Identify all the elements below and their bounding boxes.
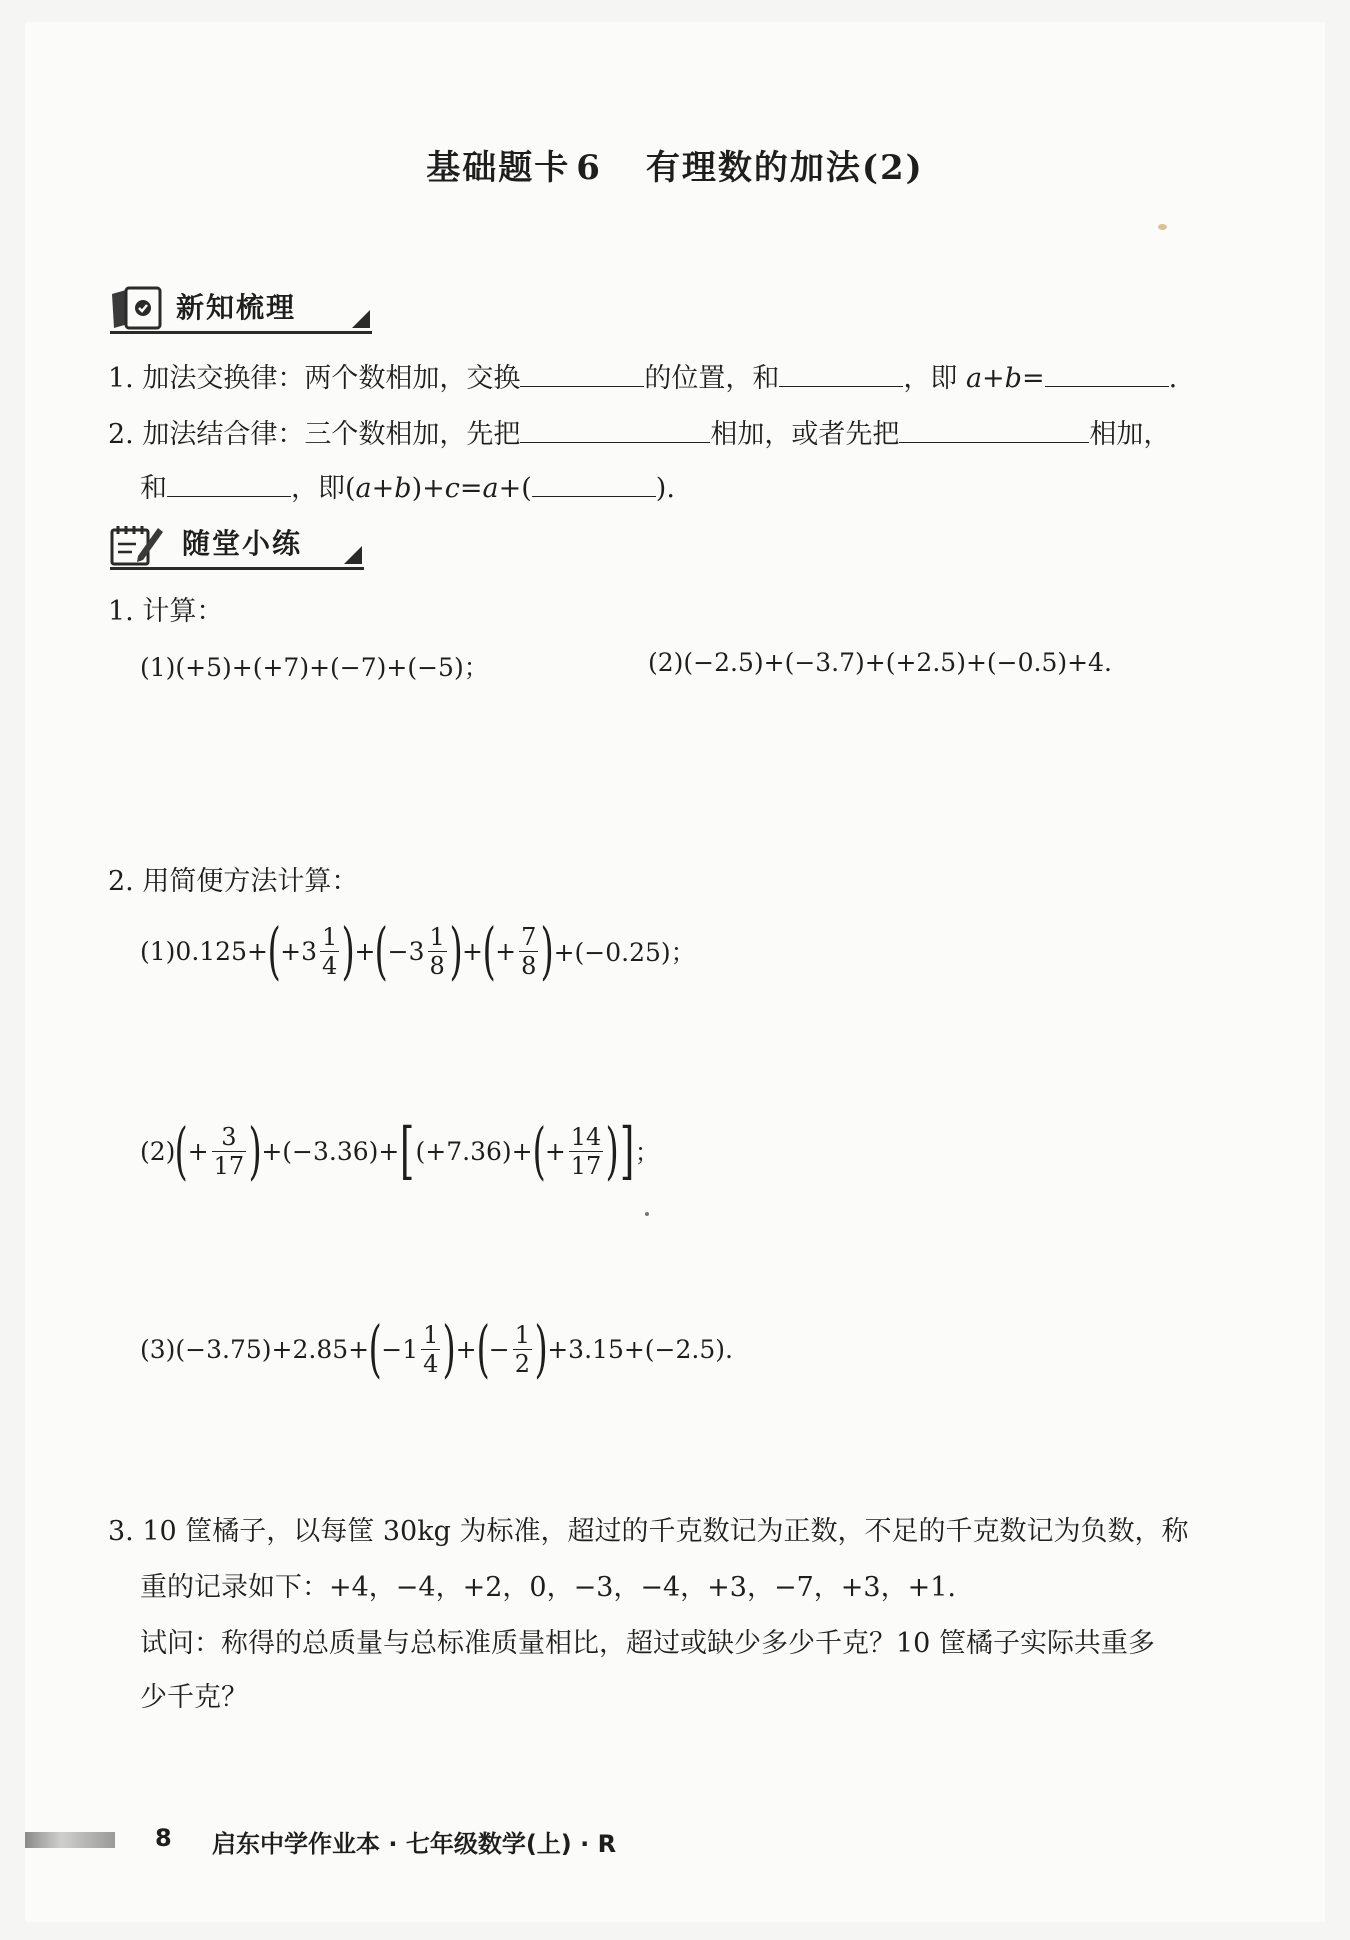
answer-blank[interactable]: [532, 466, 656, 497]
section-header-practice: [108, 524, 370, 564]
knowledge-item-2-line-1: 2. 加法结合律：三个数相加，先把 相加，或者先把 相加，: [108, 412, 1170, 455]
question-3-line-1: 3. 10 筐橘子，以每筐 30kg 为标准，超过的千克数记为正数，不足的千克数记为负数，称: [108, 1516, 1189, 1547]
question-2-part-1: (1)0.125+ ( +3 $\frac{1}{4}$ ) + ( −3 $\frac{1}{8}$ ) + ( + $\frac{7}{8}$ ) +(−0.25)；: [140, 914, 696, 987]
answer-blank[interactable]: [899, 412, 1089, 443]
question-2-stem: 2. 用简便方法计算：: [108, 866, 359, 897]
question-1-stem: 1. 计算：: [108, 596, 224, 627]
answer-blank[interactable]: [520, 356, 644, 387]
fraction: $\frac{1}{8}$: [429, 922, 445, 980]
notepad-pen-icon: [108, 520, 166, 568]
answer-blank[interactable]: [779, 356, 903, 387]
answer-blank[interactable]: [1045, 356, 1169, 387]
section-header-new-knowledge: [108, 288, 378, 328]
footer-decoration-bar: [25, 1832, 115, 1848]
book-title: 启东中学作业本 · 七年级数学(上) · R: [212, 1830, 617, 1858]
corner-triangle: [352, 310, 370, 328]
question-2-part-3: (3)(−3.75)+2.85+ ( −1 $\frac{1}{4}$ ) + ( − $\frac{1}{2}$ ) +3.15+(−2.5).: [140, 1312, 733, 1385]
knowledge-item-2-line-2: 和 ，即(a+b)+c=a+( ).: [140, 466, 675, 509]
fraction: $\frac{1}{4}$: [322, 922, 338, 980]
fraction: $\frac{1}{4}$: [423, 1320, 439, 1378]
page-number: 8: [155, 1824, 172, 1852]
fraction: $\frac{7}{8}$: [521, 922, 537, 980]
section-label: 随堂小练: [182, 527, 303, 560]
section-label: 新知梳理: [176, 291, 297, 324]
paper-speck: [645, 1212, 649, 1216]
fraction: $\frac{3}{17}$: [213, 1122, 245, 1180]
section-underline: [110, 331, 372, 334]
book-check-icon: [108, 284, 166, 332]
question-3-line-3: 试问：称得的总质量与总标准质量相比，超过或缺少多少千克？10 筐橘子实际共重多: [140, 1628, 1155, 1659]
corner-triangle: [344, 546, 362, 564]
fraction: $\frac{14}{17}$: [570, 1122, 602, 1180]
question-3-line-2: 重的记录如下：+4，−4，+2，0，−3，−4，+3，−7，+3，+1.: [140, 1572, 956, 1603]
page-title: 基础题卡 6 有理数的加法(2): [426, 148, 924, 188]
question-1-part-2: (2)(−2.5)+(−3.7)+(+2.5)+(−0.5)+4.: [648, 648, 1112, 677]
question-3-line-4: 少千克？: [140, 1682, 248, 1713]
question-2-part-2: (2) ( + $\frac{3}{17}$ ) +(−3.36)+ [ (+7.36)+ ( + $\frac{14}{17}$ ) ] ；: [140, 1114, 660, 1187]
section-underline: [110, 567, 364, 570]
answer-blank[interactable]: [520, 412, 710, 443]
paper-speck: [1158, 224, 1167, 230]
question-1-part-1: (1)(+5)+(+7)+(−7)+(−5)；: [140, 653, 489, 682]
answer-blank[interactable]: [167, 466, 291, 497]
knowledge-item-1: 1. 加法交换律：两个数相加，交换 的位置，和 ，即 a+b= .: [108, 356, 1177, 399]
fraction: $\frac{1}{2}$: [514, 1320, 531, 1378]
